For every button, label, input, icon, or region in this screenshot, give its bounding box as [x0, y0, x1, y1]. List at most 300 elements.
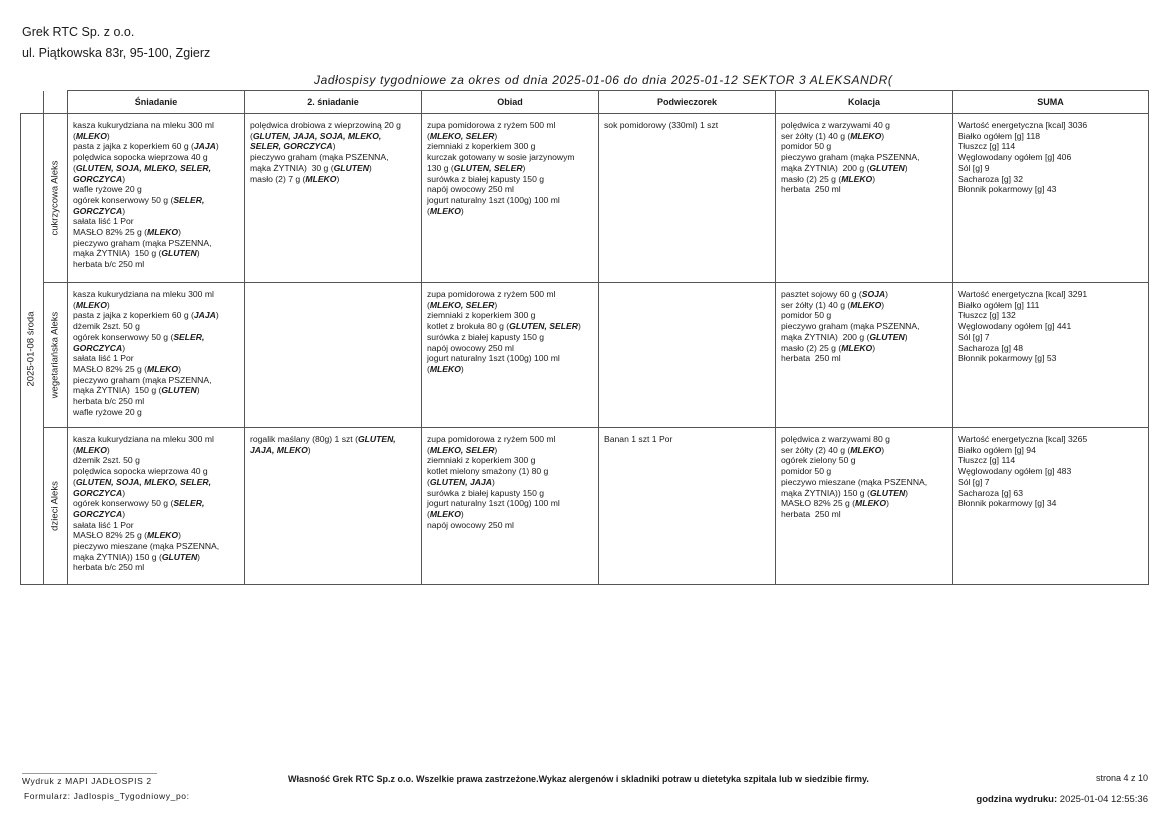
item-text: pieczywo graham (mąka PSZENNA,: [781, 152, 920, 163]
item-text: polędwica sopocka wieprzowa 40 g: [73, 466, 208, 477]
item-text: pieczywo graham (mąka PSZENNA,: [73, 237, 212, 248]
item-text: ogórek konserwowy 50 g (: [73, 331, 174, 342]
allergen-text: GLUTEN: [161, 248, 197, 259]
item-text: ): [886, 498, 889, 509]
menu-item-line: [73, 184, 239, 195]
item-text: herbata 250 ml: [781, 508, 841, 519]
allergen-text: MLEKO: [147, 227, 179, 238]
allergen-text: GORCZYCA: [73, 205, 123, 216]
item-text: mąka ŻYTNIA) 200 g (: [781, 331, 870, 342]
item-text: ): [122, 342, 126, 353]
item-text: ): [460, 508, 464, 519]
nutrition-line: [958, 477, 1143, 488]
menu-item-line: [781, 466, 947, 477]
item-text: 130 g (: [427, 162, 454, 173]
item-text: ): [336, 173, 340, 184]
meal-cell-sum: [953, 428, 1149, 585]
company-header: [22, 22, 210, 64]
allergen-text: JAJA: [193, 310, 216, 321]
item-text: Białko ogółem [g] 94: [958, 444, 1036, 455]
menu-item-line: [781, 152, 947, 163]
column-header-dinner: Kolacja: [776, 91, 953, 114]
item-text: ): [494, 299, 498, 310]
item-text: ): [178, 530, 181, 541]
item-text: Sacharoza [g] 32: [958, 173, 1023, 184]
item-text: Tłuszcz [g] 114: [958, 455, 1016, 466]
nutrition-line: [958, 488, 1143, 499]
item-text: pieczywo graham (mąka PSZENNA,: [250, 152, 389, 163]
item-text: MASŁO 82% 25 g (: [73, 363, 148, 374]
menu-item-line: [427, 120, 593, 131]
diet-label: cukrzycowa Aleks: [49, 160, 61, 236]
menu-item-line: [427, 141, 593, 152]
item-text: (: [427, 130, 430, 141]
meal-cell-dinner: [776, 114, 953, 283]
item-text: (: [427, 508, 430, 519]
item-text: mąka ŻYTNIA) 30 g (: [250, 162, 334, 173]
menu-item-line: [73, 498, 239, 509]
menu-item-line: [73, 227, 239, 238]
menu-item-line: [73, 455, 239, 466]
item-text: ): [368, 162, 372, 173]
item-text: Węglowodany ogółem [g] 483: [958, 466, 1072, 477]
item-text: herbata 250 ml: [781, 184, 841, 195]
item-text: napój owocowy 250 ml: [427, 184, 514, 195]
item-text: (: [427, 299, 430, 310]
menu-item-line: [427, 455, 593, 466]
item-text: ogórek konserwowy 50 g (: [73, 498, 174, 509]
header-row: [21, 91, 1149, 114]
item-text: (: [427, 205, 430, 216]
menu-item-line: [781, 477, 947, 488]
meal-cell-sum: [953, 114, 1149, 283]
allergen-text: MLEKO: [850, 299, 882, 310]
menu-item-line: [73, 353, 239, 364]
menu-item-line: [73, 396, 239, 407]
item-text: Węglowodany ogółem [g] 406: [958, 152, 1072, 163]
item-text: zupa pomidorowa z ryżem 500 ml: [427, 120, 556, 130]
menu-item-line: [250, 445, 416, 456]
nutrition-line: [958, 310, 1143, 321]
menu-item-line: [781, 300, 947, 311]
nutrition-line: [958, 141, 1143, 152]
menu-item-line: [73, 289, 239, 300]
meal-cell-second-breakfast: [245, 114, 422, 283]
item-text: sałata liść 1 Por: [73, 519, 134, 530]
menu-item-line: [427, 343, 593, 354]
meal-cell-dinner: [776, 283, 953, 428]
menu-item-line: [781, 498, 947, 509]
menu-item-line: [781, 434, 947, 445]
menu-item-line: [73, 174, 239, 185]
menu-item-line: [73, 375, 239, 386]
nutrition-line: [958, 300, 1143, 311]
allergen-text: GORCZYCA: [73, 508, 123, 519]
allergen-text: MLEKO: [850, 444, 882, 455]
nutrition-line: [958, 343, 1143, 354]
item-text: kasza kukurydziana na mleku 300 ml: [73, 289, 214, 299]
item-text: napój owocowy 250 ml: [427, 342, 514, 353]
item-text: ser żółty (1) 40 g (: [781, 130, 851, 141]
menu-item-line: [73, 488, 239, 499]
allergen-text: MLEKO: [429, 205, 461, 216]
meal-cell-sum: [953, 283, 1149, 428]
menu-item-line: [427, 131, 593, 142]
item-text: sałata liść 1 Por: [73, 216, 134, 227]
menu-item-line: [427, 321, 593, 332]
item-text: ): [460, 363, 464, 374]
item-text: ): [904, 162, 908, 173]
item-text: ): [215, 310, 219, 321]
column-header-sum: SUMA: [953, 91, 1149, 114]
item-text: ): [178, 363, 181, 374]
header-blank: [44, 91, 68, 114]
menu-item-line: [427, 434, 593, 445]
diet-cell: [44, 114, 68, 283]
menu-item-line: [427, 195, 593, 206]
menu-item-line: [250, 120, 416, 131]
allergen-text: GORCZYCA: [73, 173, 123, 184]
meal-cell-dinner: [776, 428, 953, 585]
item-text: surówka z białej kapusty 150 g: [427, 331, 545, 342]
item-text: MASŁO 82% 25 g (: [73, 530, 148, 541]
menu-item-line: [604, 434, 770, 445]
menu-item-line: [73, 248, 239, 259]
allergen-text: GLUTEN, SELER: [509, 321, 578, 332]
meal-cell-breakfast: [68, 428, 245, 585]
menu-item-line: [250, 434, 416, 445]
item-text: Sól [g] 7: [958, 476, 990, 487]
item-text: ): [106, 130, 110, 141]
item-text: herbata 250 ml: [781, 353, 841, 364]
meal-cell-afternoon-snack: [599, 283, 776, 428]
date-cell: [21, 114, 44, 585]
allergen-text: GLUTEN: [869, 331, 905, 342]
menu-row: [21, 428, 1149, 585]
item-text: Białko ogółem [g] 118: [958, 130, 1041, 141]
item-text: ): [905, 487, 909, 498]
nutrition-line: [958, 332, 1143, 343]
diet-cell: [44, 428, 68, 585]
nutrition-line: [958, 353, 1143, 364]
allergen-text: MLEKO: [841, 173, 873, 184]
allergen-text: GLUTEN: [869, 487, 906, 498]
item-text: herbata b/c 250 ml: [73, 562, 145, 573]
item-text: kotlet z brokuła 80 g (: [427, 321, 510, 332]
menu-item-line: [427, 364, 593, 375]
column-header-lunch: Obiad: [422, 91, 599, 114]
nutrition-line: [958, 466, 1143, 477]
menu-item-line: [73, 509, 239, 520]
menu-item-line: [781, 163, 947, 174]
menu-title: Jadłospisy tygodniowe za okres od dnia 2025-01-06 do dnia 2025-01-12 SEKTOR 3 ALEKSANDR(: [314, 73, 893, 87]
item-text: pomidor 50 g: [781, 141, 832, 152]
menu-row: [21, 283, 1149, 428]
item-text: mąka ŻYTNIA) 150 g (: [73, 385, 162, 396]
column-header-breakfast: Śniadanie: [68, 91, 245, 114]
menu-item-line: [73, 477, 239, 488]
menu-item-line: [427, 152, 593, 163]
item-text: (: [73, 162, 76, 173]
item-text: ziemniaki z koperkiem 300 g: [427, 141, 536, 152]
allergen-text: MLEKO: [850, 130, 882, 141]
item-text: herbata b/c 250 ml: [73, 396, 145, 407]
nutrition-line: [958, 131, 1143, 142]
allergen-text: MLEKO: [147, 363, 179, 374]
menu-item-line: [427, 520, 593, 531]
menu-item-line: [73, 152, 239, 163]
allergen-text: MLEKO, SELER: [429, 299, 495, 310]
menu-item-line: [427, 353, 593, 364]
item-text: polędwica z warzywami 40 g: [781, 120, 890, 130]
menu-item-line: [427, 206, 593, 217]
allergen-text: GLUTEN: [161, 385, 197, 396]
item-text: Sacharoza [g] 63: [958, 487, 1023, 498]
allergen-text: SELER,: [173, 331, 205, 342]
item-text: zupa pomidorowa z ryżem 500 ml: [427, 434, 556, 444]
menu-item-line: [427, 498, 593, 509]
nutrition-line: [958, 321, 1143, 332]
item-text: ): [881, 444, 885, 455]
menu-item-line: [427, 174, 593, 185]
menu-item-line: [427, 289, 593, 300]
meal-cell-breakfast: [68, 114, 245, 283]
item-text: (: [427, 363, 430, 374]
menu-item-line: [73, 520, 239, 531]
item-text: pieczywo mieszane (mąka PSZENNA,: [781, 476, 928, 487]
printout-label: Wydruk z MAPI JADŁOSPIS 2: [22, 773, 157, 786]
menu-item-line: [73, 343, 239, 354]
allergen-text: SELER, GORCZYCA: [250, 141, 333, 152]
item-text: Tłuszcz [g] 132: [958, 310, 1016, 321]
nutrition-line: [958, 455, 1143, 466]
allergen-text: GLUTEN: [333, 162, 369, 173]
nutrition-line: [958, 152, 1143, 163]
menu-item-line: [781, 445, 947, 456]
item-text: masło (2) 25 g (: [781, 173, 842, 184]
allergen-text: SOJA: [861, 289, 886, 299]
company-name: Grek RTC Sp. z o.o.: [22, 25, 135, 39]
item-text: wafle ryżowe 20 g: [73, 184, 142, 195]
form-label: Formularz: Jadlospis_Tygodniowy_po:: [24, 791, 190, 801]
menu-item-line: [73, 552, 239, 563]
item-text: (: [427, 476, 430, 487]
nutrition-line: [958, 498, 1143, 509]
weekly-menu-table: [20, 90, 1149, 585]
item-text: ): [122, 487, 126, 498]
nutrition-line: [958, 120, 1143, 131]
menu-item-line: [781, 289, 947, 300]
menu-item-line: [427, 310, 593, 321]
allergen-text: JAJA: [193, 141, 216, 152]
item-text: surówka z białej kapusty 150 g: [427, 487, 545, 498]
item-text: wafle ryżowe 20 g: [73, 406, 142, 417]
item-text: Wartość energetyczna [kcal] 3036: [958, 120, 1088, 130]
print-time-label: godzina wydruku:: [976, 794, 1058, 805]
item-text: polędwica drobiowa z wieprzowiną 20 g: [250, 120, 401, 130]
item-text: ): [881, 130, 885, 141]
menu-item-line: [427, 509, 593, 520]
menu-item-line: [73, 385, 239, 396]
menu-item-line: [781, 184, 947, 195]
item-text: ogórek zielony 50 g: [781, 455, 856, 466]
meal-cell-afternoon-snack: [599, 428, 776, 585]
item-text: mąka ŻYTNIA) 200 g (: [781, 162, 870, 173]
item-text: ): [197, 551, 201, 562]
menu-item-line: [250, 174, 416, 185]
item-text: jogurt naturalny 1szt (100g) 100 ml: [427, 353, 560, 364]
menu-item-line: [73, 310, 239, 321]
menu-item-line: [781, 488, 947, 499]
item-text: ): [332, 141, 336, 152]
item-text: (: [73, 476, 76, 487]
item-text: (: [427, 444, 430, 455]
item-text: pasztet sojowy 60 g (: [781, 289, 862, 299]
meal-cell-second-breakfast: [245, 428, 422, 585]
item-text: pomidor 50 g: [781, 466, 832, 477]
allergen-text: MLEKO: [855, 498, 887, 509]
item-text: herbata b/c 250 ml: [73, 259, 145, 270]
item-text: ): [196, 248, 200, 259]
column-header-second-breakfast: 2. śniadanie: [245, 91, 422, 114]
item-text: pasta z jajka z koperkiem 60 g (: [73, 310, 194, 321]
item-text: ): [307, 444, 311, 455]
menu-item-line: [73, 321, 239, 332]
item-text: Sacharoza [g] 48: [958, 342, 1023, 353]
item-text: kasza kukurydziana na mleku 300 ml: [73, 120, 214, 130]
item-text: dżemik 2szt. 50 g: [73, 455, 140, 466]
item-text: polędwica z warzywami 80 g: [781, 434, 890, 444]
item-text: Wartość energetyczna [kcal] 3265: [958, 434, 1088, 444]
item-text: surówka z białej kapusty 150 g: [427, 173, 545, 184]
item-text: Banan 1 szt 1 Por: [604, 434, 673, 444]
allergen-text: MLEKO, SELER: [429, 444, 495, 455]
ownership-note: Własność Grek RTC Sp.z o.o. Wszelkie prawa zastrzeżone.Wykaz alergenów i skladniki potraw u dietetyka szpitala lub w siedzibie firmy.: [288, 774, 869, 784]
diet-cell: [44, 283, 68, 428]
item-text: ): [106, 299, 110, 310]
item-text: pieczywo graham (mąka PSZENNA,: [781, 321, 920, 332]
item-text: ziemniaki z koperkiem 300 g: [427, 310, 536, 321]
menu-item-line: [781, 310, 947, 321]
menu-item-line: [73, 206, 239, 217]
menu-item-line: [73, 300, 239, 311]
item-text: masło (2) 7 g (: [250, 173, 306, 184]
menu-item-line: [73, 259, 239, 270]
item-text: (: [73, 299, 76, 310]
menu-item-line: [73, 434, 239, 445]
nutrition-line: [958, 184, 1143, 195]
menu-item-line: [781, 353, 947, 364]
menu-item-line: [73, 141, 239, 152]
item-text: ): [215, 141, 219, 152]
menu-item-line: [604, 120, 770, 131]
item-text: ): [885, 289, 889, 299]
meal-cell-lunch: [422, 428, 599, 585]
item-text: ): [494, 444, 498, 455]
date-label: 2025-01-08 środa: [25, 311, 37, 387]
allergen-text: GLUTEN, SOJA, MLEKO, SELER,: [75, 476, 211, 487]
item-text: (: [73, 444, 76, 455]
menu-item-line: [781, 332, 947, 343]
item-text: kasza kukurydziana na mleku 300 ml: [73, 434, 214, 444]
item-text: jogurt naturalny 1szt (100g) 100 ml: [427, 498, 560, 509]
item-text: kotlet mielony smażony (1) 80 g: [427, 466, 549, 477]
allergen-text: GLUTEN, SELER: [453, 162, 523, 173]
menu-item-line: [781, 455, 947, 466]
item-text: Błonnik pokarmowy [g] 53: [958, 353, 1057, 364]
item-text: mąka ŻYTNIA)) 150 g (: [73, 551, 162, 562]
menu-item-line: [427, 332, 593, 343]
menu-item-line: [427, 300, 593, 311]
item-text: sałata liść 1 Por: [73, 353, 134, 364]
menu-item-line: [427, 163, 593, 174]
item-text: ): [178, 227, 181, 238]
menu-item-line: [427, 445, 593, 456]
menu-item-line: [781, 343, 947, 354]
allergen-text: GORCZYCA: [73, 487, 123, 498]
item-text: masło (2) 25 g (: [781, 342, 842, 353]
item-text: ): [872, 173, 876, 184]
item-text: rogalik maślany (80g) 1 szt (: [250, 434, 358, 444]
menu-item-line: [427, 477, 593, 488]
menu-item-line: [73, 238, 239, 249]
item-text: polędwica sopocka wieprzowa 40 g: [73, 152, 208, 163]
menu-item-line: [73, 530, 239, 541]
item-text: ogórek konserwowy 50 g (: [73, 194, 174, 205]
print-time: [976, 794, 1148, 805]
nutrition-line: [958, 163, 1143, 174]
column-header-afternoon-snack: Podwieczorek: [599, 91, 776, 114]
menu-item-line: [250, 163, 416, 174]
item-text: ): [881, 299, 885, 310]
item-text: ser żółty (2) 40 g (: [781, 444, 851, 455]
item-text: zupa pomidorowa z ryżem 500 ml: [427, 289, 556, 299]
allergen-text: SELER,: [173, 498, 205, 509]
item-text: Wartość energetyczna [kcal] 3291: [958, 289, 1088, 299]
menu-item-line: [781, 174, 947, 185]
menu-item-line: [73, 120, 239, 131]
item-text: kurczak gotowany w sosie jarzynowym: [427, 152, 575, 163]
meal-cell-breakfast: [68, 283, 245, 428]
item-text: ): [122, 173, 126, 184]
item-text: ): [494, 130, 498, 141]
menu-item-line: [73, 541, 239, 552]
meal-cell-lunch: [422, 283, 599, 428]
menu-item-line: [73, 562, 239, 573]
allergen-text: GLUTEN, SOJA, MLEKO, SELER,: [75, 162, 211, 173]
diet-label: wegetariańska Aleks: [49, 311, 61, 399]
menu-item-line: [73, 364, 239, 375]
menu-item-line: [427, 488, 593, 499]
menu-item-line: [73, 407, 239, 418]
item-text: ziemniaki z koperkiem 300 g: [427, 455, 536, 466]
nutrition-line: [958, 434, 1143, 445]
allergen-text: MLEKO: [75, 299, 107, 310]
item-text: ): [460, 205, 464, 216]
item-text: MASŁO 82% 25 g (: [73, 227, 148, 238]
allergen-text: MLEKO: [147, 530, 179, 541]
item-text: ): [522, 162, 526, 173]
allergen-text: GLUTEN, JAJA, SOJA, MLEKO,: [252, 130, 382, 141]
item-text: ): [491, 476, 495, 487]
menu-item-line: [73, 216, 239, 227]
page-number: strona 4 z 10: [1095, 773, 1148, 783]
menu-item-line: [73, 163, 239, 174]
item-text: napój owocowy 250 ml: [427, 519, 514, 530]
company-address: ul. Piątkowska 83r, 95-100, Zgierz: [22, 46, 211, 60]
item-text: Błonnik pokarmowy [g] 43: [958, 184, 1057, 195]
meal-cell-afternoon-snack: [599, 114, 776, 283]
